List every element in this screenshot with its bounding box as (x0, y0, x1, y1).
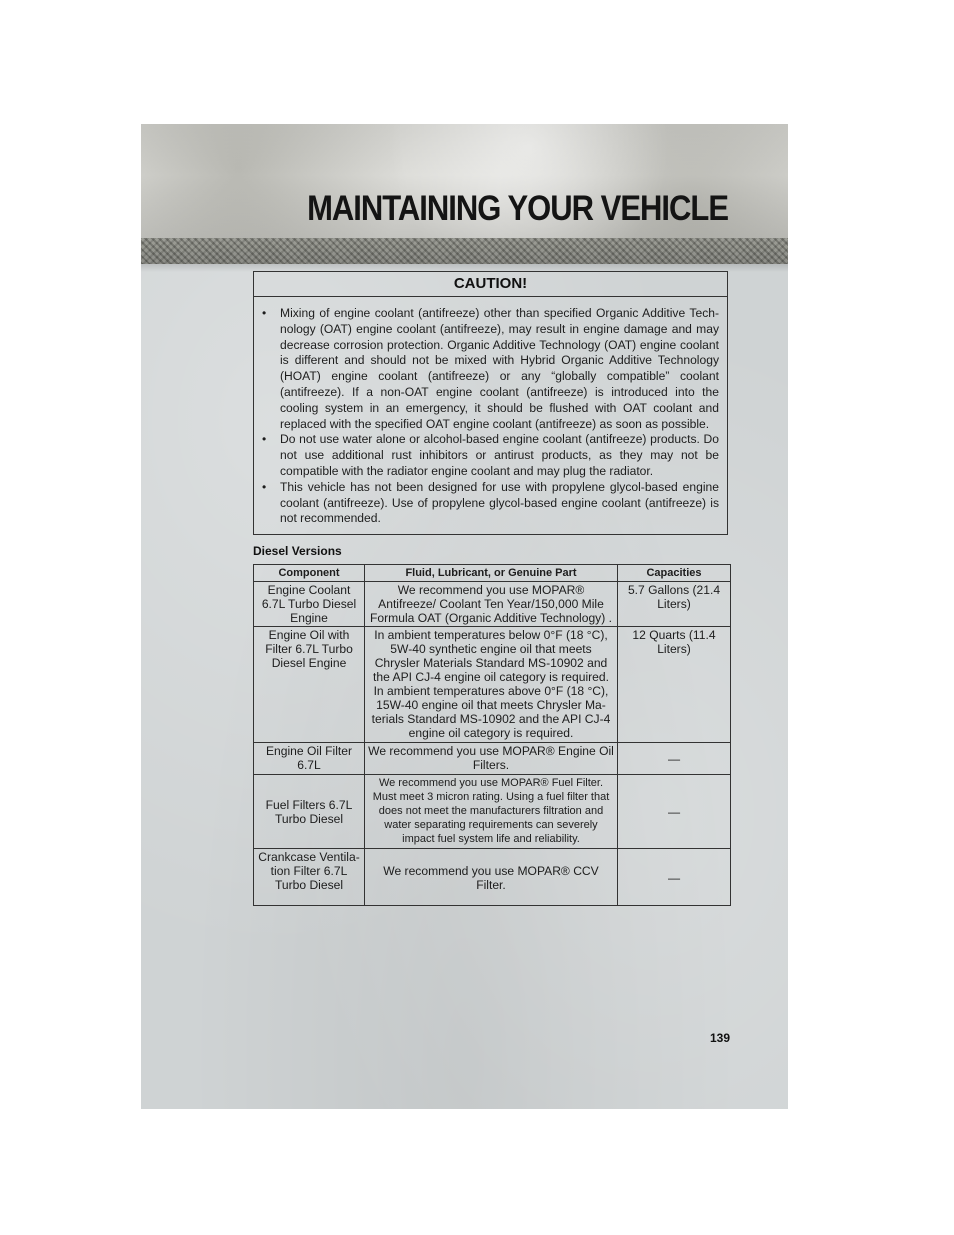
cell-capacity: 12 Quarts (11.4 Liters) (618, 627, 731, 743)
column-header-component: Component (254, 565, 365, 582)
manual-page (141, 124, 788, 1109)
caution-list (254, 297, 727, 527)
caution-title: CAUTION! (254, 272, 727, 297)
table-row (254, 743, 731, 775)
cell-fluid: We recommend you use MOPAR® Fuel Filter. Must meet 3 micron rating. Using a fuel filter that does not meet the manufacturers filtration and water separating requirements can severely impact fuel system life and reliability. (365, 775, 618, 849)
column-header-capacities: Capacities (618, 565, 731, 582)
table-row (254, 849, 731, 906)
cell-component: Engine Coolant 6.7L Turbo Diesel Engine (254, 582, 365, 627)
cell-fluid: In ambient temperatures below 0°F (18 °C), 5W-40 synthetic engine oil that meets Chrysler Materials Standard MS-10902 and the API CJ-4 engine oil category is required. In ambient temperatures above 0°F (18 °C), 15W-40 engine oil that meets Chrysler Ma-terials Standard MS-10902 and the API CJ-4 engine oil category is required. (365, 627, 618, 743)
page-number: 139 (710, 1031, 731, 1045)
section-heading: Diesel Versions (253, 544, 342, 558)
caution-item: • Do not use water alone or alcohol-based engine coolant (antifreeze) products. Do not use additional rust inhibitors or antirust products, as they may not be compatible with the radiator engine coolant and may plug the radiator. (280, 432, 719, 479)
cell-capacity: — (618, 849, 731, 906)
cell-component: Fuel Filters 6.7L Turbo Diesel (254, 775, 365, 849)
cell-capacity: 5.7 Gallons (21.4 Liters) (618, 582, 731, 627)
table-row (254, 775, 731, 849)
cell-capacity: — (618, 775, 731, 849)
caution-item: • This vehicle has not been designed for use with propylene glycol-based engine coolant (antifreeze). Use of propylene glycol-based engine coolant (antifreeze) is not recommended. (280, 480, 719, 527)
cell-component: Engine Oil with Filter 6.7L Turbo Diesel Engine (254, 627, 365, 743)
cell-fluid: We recommend you use MOPAR® Antifreeze/ Coolant Ten Year/150,000 Mile Formula OAT (Organic Additive Technology) . (365, 582, 618, 627)
cell-component: Crankcase Ventila-tion Filter 6.7L Turbo Diesel (254, 849, 365, 906)
table-row (254, 627, 731, 743)
header-band (141, 238, 788, 264)
caution-item: • Mixing of engine coolant (antifreeze) other than specified Organic Additive Tech-nology (OAT) engine coolant (antifreeze), may result in engine damage and may decrease corrosion protection. Organic Additive Technology (OAT) engine coolant is different and should not be mixed with Hybrid Organic Additive Technology (HOAT) engine coolant (antifreeze) or any “globally compatible” coolant (antifreeze). If a non-OAT engine coolant (antifreeze) is introduced into the cooling system in an emergency, it should be flushed with OAT coolant and replaced with the specified OAT engine coolant (antifreeze) as soon as possible. (280, 306, 719, 432)
column-header-fluid: Fluid, Lubricant, or Genuine Part (365, 565, 618, 582)
header-texture (141, 124, 788, 238)
diesel-specs-table (253, 564, 731, 906)
cell-fluid: We recommend you use MOPAR® Engine Oil Filters. (365, 743, 618, 775)
page-title: MAINTAINING YOUR VEHICLE (307, 188, 728, 229)
cell-component: Engine Oil Filter 6.7L (254, 743, 365, 775)
table-header-row (254, 565, 731, 582)
cell-fluid: We recommend you use MOPAR® CCV Filter. (365, 849, 618, 906)
table-row (254, 582, 731, 627)
caution-box (253, 271, 728, 535)
cell-capacity: — (618, 743, 731, 775)
